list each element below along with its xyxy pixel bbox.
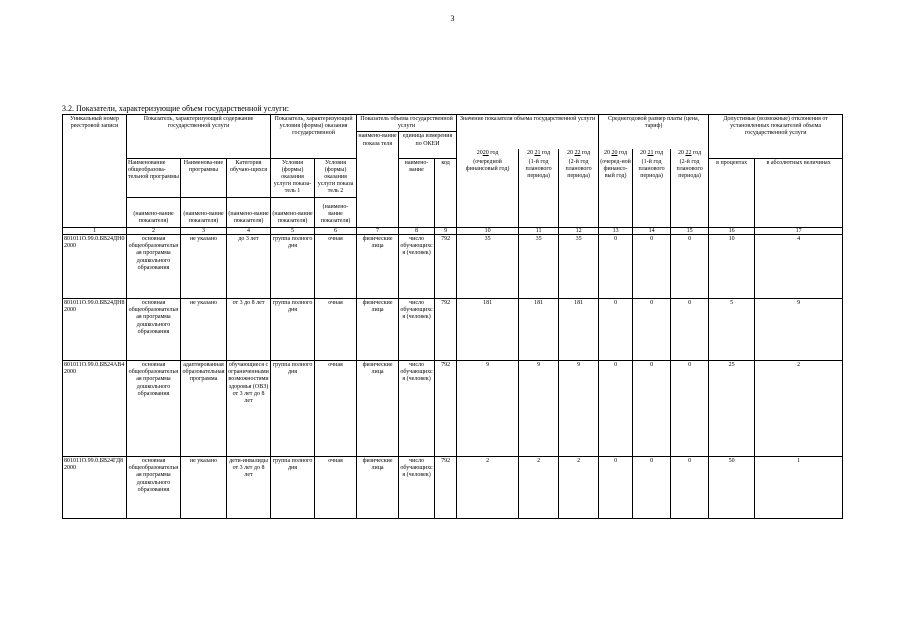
unit-name: число обучающихся (человек)	[399, 457, 435, 519]
fee-desc-1: (1-й год планового периода)	[633, 158, 671, 227]
table-row	[63, 457, 843, 519]
col-num: 2	[127, 227, 181, 235]
col-num: 15	[671, 227, 709, 235]
deviation-percent: 25	[709, 361, 755, 457]
header-vol-name: наимено-вание показа теля	[357, 132, 399, 158]
header-content: Показатель, характеризующий содержание государственной услуги	[127, 115, 271, 159]
value-plan-1: 181	[519, 299, 559, 361]
volume-indicator: физические лица	[357, 361, 399, 457]
naming-4: (наимено-вание показателя)	[271, 197, 315, 227]
value-current: 35	[457, 235, 519, 299]
col-num: 17	[755, 227, 843, 235]
condition-1: группа полного дня	[271, 299, 315, 361]
table-row	[63, 361, 843, 457]
column-numbers-row	[63, 227, 843, 235]
program-name: основная общеобразовательная программа дошкольного образования	[127, 361, 181, 457]
year-plan-2: 20 22 год	[559, 149, 599, 158]
category: обучающиеся с ограниченными возможностями здоровья (ОВЗ) от 3 лет до 8 лет	[227, 361, 271, 457]
unit-code: 792	[435, 457, 457, 519]
col-num: 9	[435, 227, 457, 235]
col-num: 10	[457, 227, 519, 235]
fee-year-current: 20 20 год	[599, 149, 633, 158]
col-num: 11	[519, 227, 559, 235]
header-deviation: Допустимые (возможные) отклонения от установленных показателей объема государственной услуги	[709, 115, 843, 159]
header-volume: Показатель объема государственной услуги	[357, 115, 457, 132]
fee-plan-2: 0	[671, 457, 709, 519]
condition-2: очная	[315, 457, 357, 519]
sub-cond2: Условия (формы) оказания услуги показа тель 2	[315, 158, 357, 197]
registry-number: 801011О.99.0.БВ24ДН02000	[63, 235, 127, 299]
fee-plan-1: 0	[633, 299, 671, 361]
value-plan-1: 35	[519, 235, 559, 299]
section-caption: 3.2. Показатели, характеризующие объем государственной услуги:	[62, 104, 289, 113]
fee-plan-2: 0	[671, 235, 709, 299]
value-plan-2: 35	[559, 235, 599, 299]
unit-name: число обучающихся (человек)	[399, 299, 435, 361]
value-current: 2	[457, 457, 519, 519]
table-row	[63, 235, 843, 299]
value-plan-2: 9	[559, 361, 599, 457]
col-num: 13	[599, 227, 633, 235]
program2-name: не указано	[181, 299, 227, 361]
volume-indicator: физические лица	[357, 235, 399, 299]
dev-percent-header: в процентах	[709, 158, 755, 227]
registry-number: 801011О.99.0.БВ24ДН82000	[63, 299, 127, 361]
col-num: 5	[271, 227, 315, 235]
col-num: 14	[633, 227, 671, 235]
condition-2: очная	[315, 235, 357, 299]
col-num: 4	[227, 227, 271, 235]
fee-current: 0	[599, 235, 633, 299]
value-plan-1: 9	[519, 361, 559, 457]
program-name: основная общеобразовательная программа дошкольного образования	[127, 235, 181, 299]
fee-plan-1: 0	[633, 235, 671, 299]
unit-code: 792	[435, 361, 457, 457]
value-desc-1: (1-й год планового периода)	[519, 158, 559, 227]
table-row	[63, 299, 843, 361]
category: дети-инвалиды от 3 лет до 8 лет	[227, 457, 271, 519]
value-current: 181	[457, 299, 519, 361]
deviation-absolute: 2	[755, 361, 843, 457]
fee-plan-2: 0	[671, 361, 709, 457]
deviation-percent: 5	[709, 299, 755, 361]
fee-plan-1: 0	[633, 361, 671, 457]
naming-2: (наимено-вание показателя)	[181, 197, 227, 227]
fee-current: 0	[599, 457, 633, 519]
sub-program: Наименование общеобразова-тельной программы	[127, 158, 181, 197]
unit-name: число обучающихся (человек)	[399, 235, 435, 299]
condition-2: очная	[315, 361, 357, 457]
fee-current: 0	[599, 299, 633, 361]
program2-name: не указано	[181, 457, 227, 519]
dev-abs-header: в абсолютных величинах	[755, 158, 843, 227]
fee-plan-1: 0	[633, 457, 671, 519]
header-registry: Уникальный номер реестровой записи	[63, 115, 127, 159]
fee-desc-current: (очеред-ной финансо-вый год)	[599, 158, 633, 227]
header-conditions: Показатель, характеризующий условия (формы) оказания государственной	[271, 115, 357, 159]
fee-year-plan-2: 20 22 год	[671, 149, 709, 158]
fee-desc-2: (2-й год планового периода)	[671, 158, 709, 227]
deviation-absolute: 9	[755, 299, 843, 361]
col-num: 16	[709, 227, 755, 235]
deviation-percent: 10	[709, 235, 755, 299]
col-num: 12	[559, 227, 599, 235]
col-num: 8	[399, 227, 435, 235]
page-number: 3	[450, 14, 455, 23]
program-name: основная общеобразовательная программа дошкольного образования	[127, 299, 181, 361]
unit-code: 792	[435, 235, 457, 299]
category: до 3 лет	[227, 235, 271, 299]
deviation-absolute: 1	[755, 457, 843, 519]
program-name: основная общеобразовательная программа дошкольного образования	[127, 457, 181, 519]
year-current: 2020 год	[457, 149, 519, 158]
program2-name: адаптированная образовательная программа	[181, 361, 227, 457]
deviation-absolute: 4	[755, 235, 843, 299]
unit-name-header: наимено-вание	[399, 158, 435, 227]
col-num: 6	[315, 227, 357, 235]
col-num: 3	[181, 227, 227, 235]
sub-program2: Наименова-ние программы	[181, 158, 227, 197]
year-plan-1: 20 21 год	[519, 149, 559, 158]
condition-1: группа полного дня	[271, 457, 315, 519]
value-plan-2: 2	[559, 457, 599, 519]
naming-3: (наимено-вание показателя)	[227, 197, 271, 227]
naming-5: (наимено-вание показателя)	[315, 197, 357, 227]
condition-1: группа полного дня	[271, 361, 315, 457]
value-desc-current: (очередной финансовый год)	[457, 158, 519, 227]
col-num: 7	[357, 227, 399, 235]
deviation-percent: 50	[709, 457, 755, 519]
header-vol-unit: единица измерения по ОКЕИ	[399, 132, 457, 149]
volume-indicator: физические лица	[357, 299, 399, 361]
registry-number: 801011О.99.0.БВ24АВ42000	[63, 361, 127, 457]
unit-code-header: код	[435, 158, 457, 227]
naming-1: (наимено-вание показателя)	[127, 197, 181, 227]
sub-cond1: Условия (формы) оказания услуги показа-тель 1	[271, 158, 315, 197]
unit-code: 792	[435, 299, 457, 361]
condition-2: очная	[315, 299, 357, 361]
category: от 3 до 8 лет	[227, 299, 271, 361]
condition-1: группа полного дня	[271, 235, 315, 299]
volume-indicators-table	[62, 114, 843, 519]
fee-current: 0	[599, 361, 633, 457]
header-row-4	[63, 158, 843, 197]
header-row-1	[63, 115, 843, 132]
fee-plan-2: 0	[671, 299, 709, 361]
fee-year-plan-1: 20 21 год	[633, 149, 671, 158]
unit-name: число обучающихся (человек)	[399, 361, 435, 457]
value-plan-2: 181	[559, 299, 599, 361]
value-plan-1: 2	[519, 457, 559, 519]
volume-indicator: физические лица	[357, 457, 399, 519]
sub-category: Категория обучаю-щихся	[227, 158, 271, 197]
program2-name: не указано	[181, 235, 227, 299]
registry-number: 801011О.99.0.БВ24ГД82000	[63, 457, 127, 519]
value-current: 9	[457, 361, 519, 457]
col-num: 1	[63, 227, 127, 235]
value-desc-2: (2-й год планового периода)	[559, 158, 599, 227]
header-fee: Среднегодовой размер платы (цена, тариф)	[599, 115, 709, 149]
header-value: Значение показателя объема государственной услуги	[457, 115, 599, 149]
